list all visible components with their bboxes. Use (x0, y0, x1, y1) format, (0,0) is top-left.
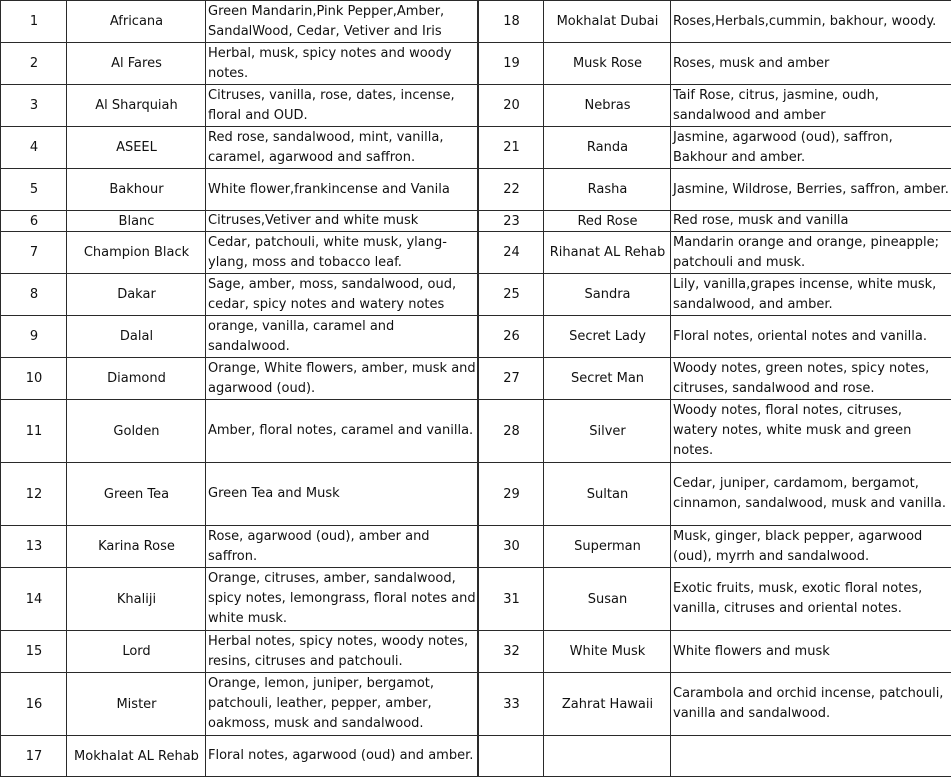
table-row (1, 631, 478, 673)
perfume-name: Sandra (544, 274, 671, 316)
table-row (479, 358, 951, 400)
fragrance-notes: Carambola and orchid incense, patchouli, vanilla and sandalwood. (671, 673, 951, 736)
perfume-name: Al Sharquiah (67, 85, 206, 127)
perfume-name: Khaliji (67, 568, 206, 631)
table-row (1, 526, 478, 568)
perfume-name: Superman (544, 526, 671, 568)
table-row (479, 43, 951, 85)
table-row (1, 673, 478, 736)
fragrance-notes: Musk, ginger, black pepper, agarwood (oud), myrrh and sandalwood. (671, 526, 951, 568)
row-number: 30 (479, 526, 544, 568)
fragrance-notes: Woody notes, floral notes, citruses, watery notes, white musk and green notes. (671, 400, 951, 463)
row-number: 27 (479, 358, 544, 400)
table-row (1, 232, 478, 274)
perfume-name: Africana (67, 1, 206, 43)
perfume-name: Al Fares (67, 43, 206, 85)
fragrance-notes: Cedar, patchouli, white musk, ylang-ylang, moss and tobacco leaf. (206, 232, 478, 274)
perfume-name: Nebras (544, 85, 671, 127)
fragrance-notes: Floral notes, agarwood (oud) and amber. (206, 736, 478, 777)
row-number: 23 (479, 211, 544, 232)
row-number: 31 (479, 568, 544, 631)
table-row (1, 127, 478, 169)
perfume-name: Dalal (67, 316, 206, 358)
perfume-table-right (478, 0, 951, 777)
row-number: 29 (479, 463, 544, 526)
row-number: 14 (1, 568, 67, 631)
perfume-name (544, 736, 671, 777)
table-row (1, 736, 478, 777)
fragrance-notes: Sage, amber, moss, sandalwood, oud, cedar, spicy notes and watery notes (206, 274, 478, 316)
perfume-name: Green Tea (67, 463, 206, 526)
row-number: 9 (1, 316, 67, 358)
table-row (479, 463, 951, 526)
row-number: 4 (1, 127, 67, 169)
row-number: 28 (479, 400, 544, 463)
table-row (1, 400, 478, 463)
fragrance-notes: Herbal, musk, spicy notes and woody notes. (206, 43, 478, 85)
row-number: 16 (1, 673, 67, 736)
fragrance-notes: Citruses,Vetiver and white musk (206, 211, 478, 232)
row-number: 25 (479, 274, 544, 316)
row-number: 10 (1, 358, 67, 400)
fragrance-notes: orange, vanilla, caramel and sandalwood. (206, 316, 478, 358)
perfume-name: Mister (67, 673, 206, 736)
fragrance-notes: Orange, White flowers, amber, musk and agarwood (oud). (206, 358, 478, 400)
row-number: 12 (1, 463, 67, 526)
fragrance-notes (671, 736, 951, 777)
row-number: 5 (1, 169, 67, 211)
perfume-name: Diamond (67, 358, 206, 400)
perfume-name: Lord (67, 631, 206, 673)
row-number: 6 (1, 211, 67, 232)
table-row (479, 274, 951, 316)
perfume-name: Mokhalat AL Rehab (67, 736, 206, 777)
row-number: 11 (1, 400, 67, 463)
fragrance-notes: Rose, agarwood (oud), amber and saffron. (206, 526, 478, 568)
fragrance-notes: Floral notes, oriental notes and vanilla. (671, 316, 951, 358)
table-row (479, 127, 951, 169)
row-number: 8 (1, 274, 67, 316)
fragrance-notes: Taif Rose, citrus, jasmine, oudh, sandalwood and amber (671, 85, 951, 127)
table-row (1, 358, 478, 400)
perfume-name: Randa (544, 127, 671, 169)
perfume-name: Sultan (544, 463, 671, 526)
table-row (479, 673, 951, 736)
table-row (479, 526, 951, 568)
perfume-name: Red Rose (544, 211, 671, 232)
perfume-name: Secret Man (544, 358, 671, 400)
row-number: 19 (479, 43, 544, 85)
table-row (1, 211, 478, 232)
row-number: 3 (1, 85, 67, 127)
perfume-name: Mokhalat Dubai (544, 1, 671, 43)
fragrance-notes: Herbal notes, spicy notes, woody notes, resins, citruses and patchouli. (206, 631, 478, 673)
perfume-name: Golden (67, 400, 206, 463)
fragrance-notes: Green Tea and Musk (206, 463, 478, 526)
row-number: 7 (1, 232, 67, 274)
row-number: 17 (1, 736, 67, 777)
row-number (479, 736, 544, 777)
fragrance-notes: Orange, lemon, juniper, bergamot, patchouli, leather, pepper, amber, oakmoss, musk and sandalwood. (206, 673, 478, 736)
fragrance-notes: White flower,frankincense and Vanila (206, 169, 478, 211)
perfume-name: Secret Lady (544, 316, 671, 358)
table-row (479, 211, 951, 232)
row-number: 15 (1, 631, 67, 673)
fragrance-notes: Lily, vanilla,grapes incense, white musk, sandalwood, and amber. (671, 274, 951, 316)
perfume-name: Dakar (67, 274, 206, 316)
perfume-name: Bakhour (67, 169, 206, 211)
row-number: 24 (479, 232, 544, 274)
row-number: 20 (479, 85, 544, 127)
table-row (1, 169, 478, 211)
row-number: 18 (479, 1, 544, 43)
fragrance-notes: White flowers and musk (671, 631, 951, 673)
table-row (1, 274, 478, 316)
table-row (479, 400, 951, 463)
table-row (1, 43, 478, 85)
table-row (479, 169, 951, 211)
table-row (1, 85, 478, 127)
perfume-name: Musk Rose (544, 43, 671, 85)
table-row (1, 1, 478, 43)
table-row (479, 568, 951, 631)
perfume-name: Susan (544, 568, 671, 631)
fragrance-notes: Cedar, juniper, cardamom, bergamot, cinnamon, sandalwood, musk and vanilla. (671, 463, 951, 526)
perfume-name: Rasha (544, 169, 671, 211)
table-row (479, 85, 951, 127)
table-row (1, 568, 478, 631)
fragrance-notes: Red rose, sandalwood, mint, vanilla, caramel, agarwood and saffron. (206, 127, 478, 169)
fragrance-notes: Citruses, vanilla, rose, dates, incense, floral and OUD. (206, 85, 478, 127)
perfume-name: White Musk (544, 631, 671, 673)
row-number: 33 (479, 673, 544, 736)
perfume-name: Champion Black (67, 232, 206, 274)
fragrance-notes: Woody notes, green notes, spicy notes, citruses, sandalwood and rose. (671, 358, 951, 400)
table-row (479, 736, 951, 777)
perfume-name: Rihanat AL Rehab (544, 232, 671, 274)
fragrance-notes: Amber, floral notes, caramel and vanilla. (206, 400, 478, 463)
fragrance-notes: Jasmine, agarwood (oud), saffron, Bakhour and amber. (671, 127, 951, 169)
row-number: 1 (1, 1, 67, 43)
fragrance-notes: Roses,Herbals,cummin, bakhour, woody. (671, 1, 951, 43)
fragrance-notes: Jasmine, Wildrose, Berries, saffron, amber. (671, 169, 951, 211)
table-row (1, 316, 478, 358)
table-row (479, 1, 951, 43)
row-number: 32 (479, 631, 544, 673)
row-number: 26 (479, 316, 544, 358)
fragrance-notes: Roses, musk and amber (671, 43, 951, 85)
fragrance-notes: Red rose, musk and vanilla (671, 211, 951, 232)
fragrance-notes: Orange, citruses, amber, sandalwood, spicy notes, lemongrass, floral notes and white musk. (206, 568, 478, 631)
row-number: 22 (479, 169, 544, 211)
perfume-name: Blanc (67, 211, 206, 232)
fragrance-notes: Mandarin orange and orange, pineapple; patchouli and musk. (671, 232, 951, 274)
table-row (1, 463, 478, 526)
row-number: 13 (1, 526, 67, 568)
perfume-name: ASEEL (67, 127, 206, 169)
perfume-name: Silver (544, 400, 671, 463)
row-number: 2 (1, 43, 67, 85)
fragrance-notes: Green Mandarin,Pink Pepper,Amber, SandalWood, Cedar, Vetiver and Iris (206, 1, 478, 43)
table-row (479, 232, 951, 274)
perfume-name: Karina Rose (67, 526, 206, 568)
row-number: 21 (479, 127, 544, 169)
table-row (479, 316, 951, 358)
fragrance-notes: Exotic fruits, musk, exotic floral notes, vanilla, citruses and oriental notes. (671, 568, 951, 631)
table-row (479, 631, 951, 673)
perfume-name: Zahrat Hawaii (544, 673, 671, 736)
